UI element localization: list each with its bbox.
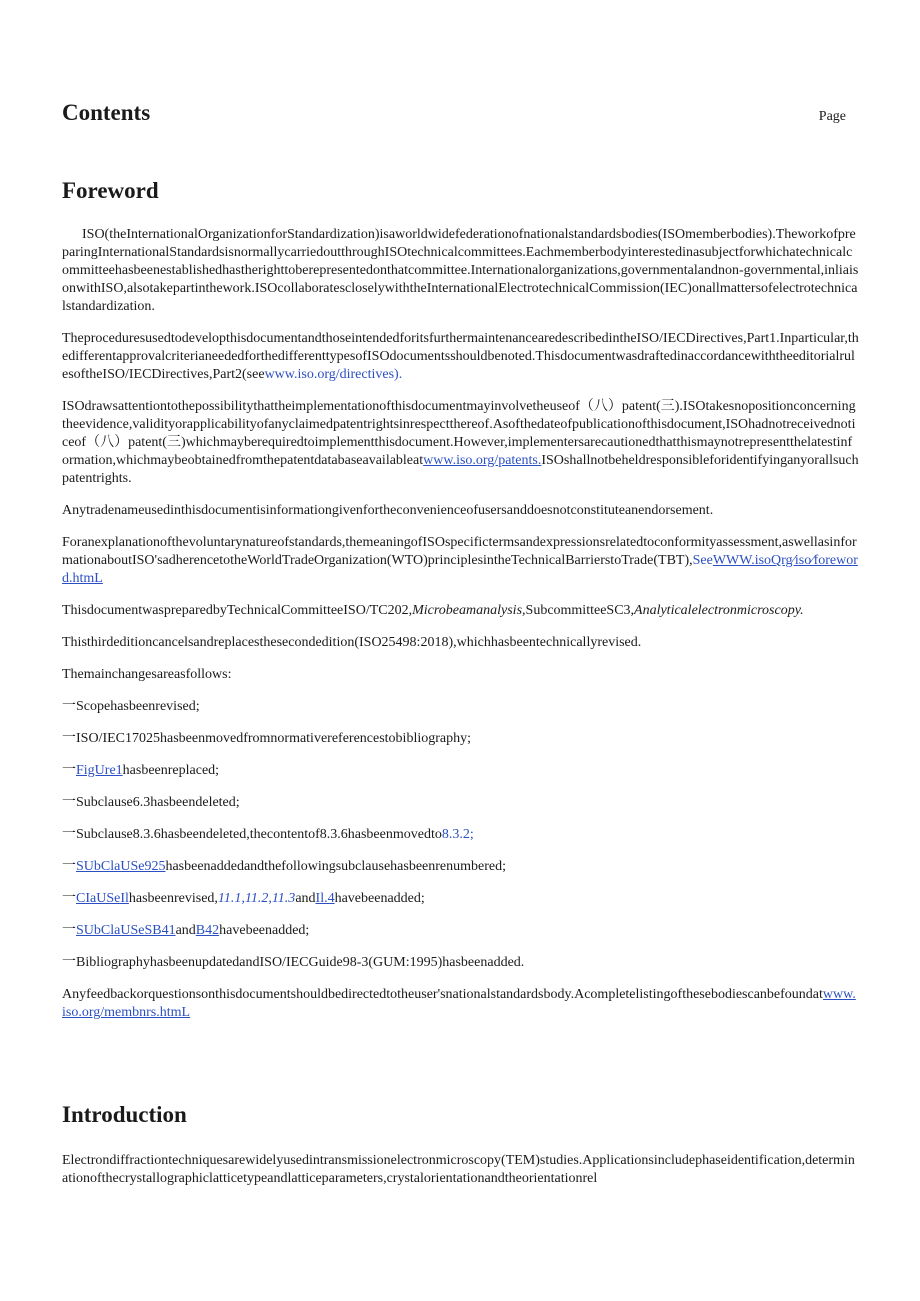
members-link[interactable]: www.iso.org/membnrs.htmL xyxy=(62,987,856,1020)
item-text: and xyxy=(175,923,196,938)
subclause-links[interactable]: 11.1,11.2,11.3 xyxy=(217,891,296,906)
committee-title: Microbeamanalysis, xyxy=(412,603,526,618)
contents-title: Contents xyxy=(62,100,151,125)
introduction-paragraph: Electrondiffractiontechniquesarewidelyusedintransmissionelectronmicroscopy(TEM)studies.Applicationsincludephaseidentification,determinationofthecrystallographiclatticetypeandlatticeparameters,crystalorientationandtheorientationrel xyxy=(62,1153,855,1186)
paragraph-text: ISOshallnotbeheldresponsibleforidentifyinganyorallsuchpatentrights. xyxy=(62,453,859,486)
paragraph-text: ThisdocumentwaspreparedbyTechnicalCommitteeISO/TC202, xyxy=(62,603,413,618)
item-text: 一Subclause8.3.6hasbeendeleted,thecontentof8.3.6hasbeenmovedto xyxy=(62,827,442,842)
foreword-paragraph-3 xyxy=(62,398,859,488)
paragraph-text: TheproceduresusedtodevelopthisdocumentandthoseintendedforitsfurthermaintenancearedescribedintheISO/IECDirectives,Part1.Inparticular,thedifferentapprovalcriterianeededforthedifferenttypesofISOdocumentsshouldbenoted.ThisdocumentwasdraftedinaccordancewiththeeditorialrulesoftheISO/IECDirectives,Part2(see xyxy=(62,331,859,382)
foreword-paragraph-5 xyxy=(62,534,859,588)
foreword-paragraph-1: ISO(theInternationalOrganizationforStandardization)isaworldwidefederationofnationalstandardsbodies(ISOmemberbodies).TheworkofpreparingInternationalStandardsisnormallycarriedoutthroughISOtechnicalcommittees.Eachmemberbodyinterestedinasubjectforwhichatechnicalcommitteehasbeenestablishedhastherighttoberepresentedonthatcommittee.Internationalorganizations,governmentalandnon-governmental,inliaisonwithISO,alsotakepartinthework.ISOcollaboratescloselywiththeInternationalElectrotechnicalCommission(IEC)onallmattersofelectrotechnicalstandardization. xyxy=(62,227,859,314)
subclause-11-4-link[interactable]: Il.4 xyxy=(315,891,335,906)
foreword-paragraph-2 xyxy=(62,330,859,384)
paragraph-text: SubcommitteeSC3, xyxy=(525,603,635,618)
subclause-925-link[interactable]: SUbClaUSe925 xyxy=(76,859,166,874)
subclause-b42-link[interactable]: B42 xyxy=(195,923,220,938)
change-item: 一Scopehasbeenrevised; xyxy=(62,699,200,714)
change-item xyxy=(62,858,859,876)
introduction-title: Introduction xyxy=(62,1102,187,1127)
foreword-paragraph-6 xyxy=(62,602,859,620)
figure-1-link[interactable]: FigUre1 xyxy=(76,763,123,778)
item-text: hasbeenaddedandthefollowingsubclausehasbeenrenumbered; xyxy=(165,859,506,874)
contents-header xyxy=(62,100,846,126)
item-text: havebeenadded; xyxy=(334,891,425,906)
patents-link[interactable]: www.iso.org/patents. xyxy=(423,453,542,468)
item-text: hasbeenrevised, xyxy=(128,891,218,906)
item-text: and xyxy=(295,891,316,906)
subclause-b41-link[interactable]: SUbClaUSeSB41 xyxy=(76,923,176,938)
paragraph-text: Foranexplanationofthevoluntarynatureofstandards,themeaningofISOspecifictermsandexpressionsrelatedtoconformityassessment,aswellasinformationaboutISO'sadherencetotheWorldTradeOrganization(WTO)principlesintheTechnicalBarrierstoTrade(TBT), xyxy=(62,535,857,568)
change-item xyxy=(62,922,859,940)
dash: 一 xyxy=(62,923,76,938)
dash: 一 xyxy=(62,859,76,874)
page-column-label: Page xyxy=(818,109,846,124)
clause-11-link[interactable]: CIaUSeIl xyxy=(76,891,129,906)
foreword-link[interactable]: WWW.isoQrg∕iso∕foreword.htmL xyxy=(62,553,858,586)
foreword-paragraph-8: Themainchangesareasfollows: xyxy=(62,667,232,682)
change-item xyxy=(62,826,859,844)
change-item xyxy=(62,890,859,908)
foreword-paragraph-9 xyxy=(62,986,859,1022)
foreword-paragraph-7: Thisthirdeditioncancelsandreplacesthesecondedition(ISO25498:2018),whichhasbeentechnicallyrevised. xyxy=(62,635,642,650)
item-text: havebeenadded; xyxy=(219,923,310,938)
change-item: 一Subclause6.3hasbeendeleted; xyxy=(62,795,240,810)
subcommittee-title: Analyticalelectronmicroscopy. xyxy=(634,603,804,618)
subclause-link[interactable]: 8.3.2; xyxy=(441,827,474,842)
foreword-paragraph-4: Anytradenameusedinthisdocumentisinformationgivenfortheconvenienceofusersanddoesnotconstituteanendorsement. xyxy=(62,503,714,518)
change-item xyxy=(62,762,859,780)
paragraph-text: ISOdrawsattentiontothepossibilitythattheimplementationofthisdocumentmayinvolvetheuseof（八）patent(三).ISOtakesnopositionconcerningtheevidence,validityorapplicabilityofanyclaimedpatentrightsinrespectthereof.Asofthedateofpublicationofthisdocument,ISOhadnotreceivednoticeof（八）patent(三)whichmayberequiredtoimplementthisdocument.However,implementersarecautionedthatthismaynotrepresentthelatestinformation,whichmaybeobtainedfromthepatentdatabaseavailableat xyxy=(62,399,856,468)
change-item: 一ISO/IEC17025hasbeenmovedfromnormativereferencestobibliography; xyxy=(62,731,471,746)
item-text: hasbeenreplaced; xyxy=(122,763,220,778)
foreword-title: Foreword xyxy=(62,178,159,203)
see-label: See xyxy=(692,553,713,568)
directives-link[interactable]: www.iso.org/directives). xyxy=(264,367,403,382)
foreword-body xyxy=(62,226,859,1036)
change-item: 一BibliographyhasbeenupdatedandISO/IECGuide98-3(GUM:1995)hasbeenadded. xyxy=(62,955,525,970)
dash: 一 xyxy=(62,891,76,906)
paragraph-text: Anyfeedbackorquestionsonthisdocumentshouldbedirectedtotheuser'snationalstandardsbody.Acompletelistingofthesebodiescanbefoundat xyxy=(62,987,823,1002)
dash: 一 xyxy=(62,763,76,778)
